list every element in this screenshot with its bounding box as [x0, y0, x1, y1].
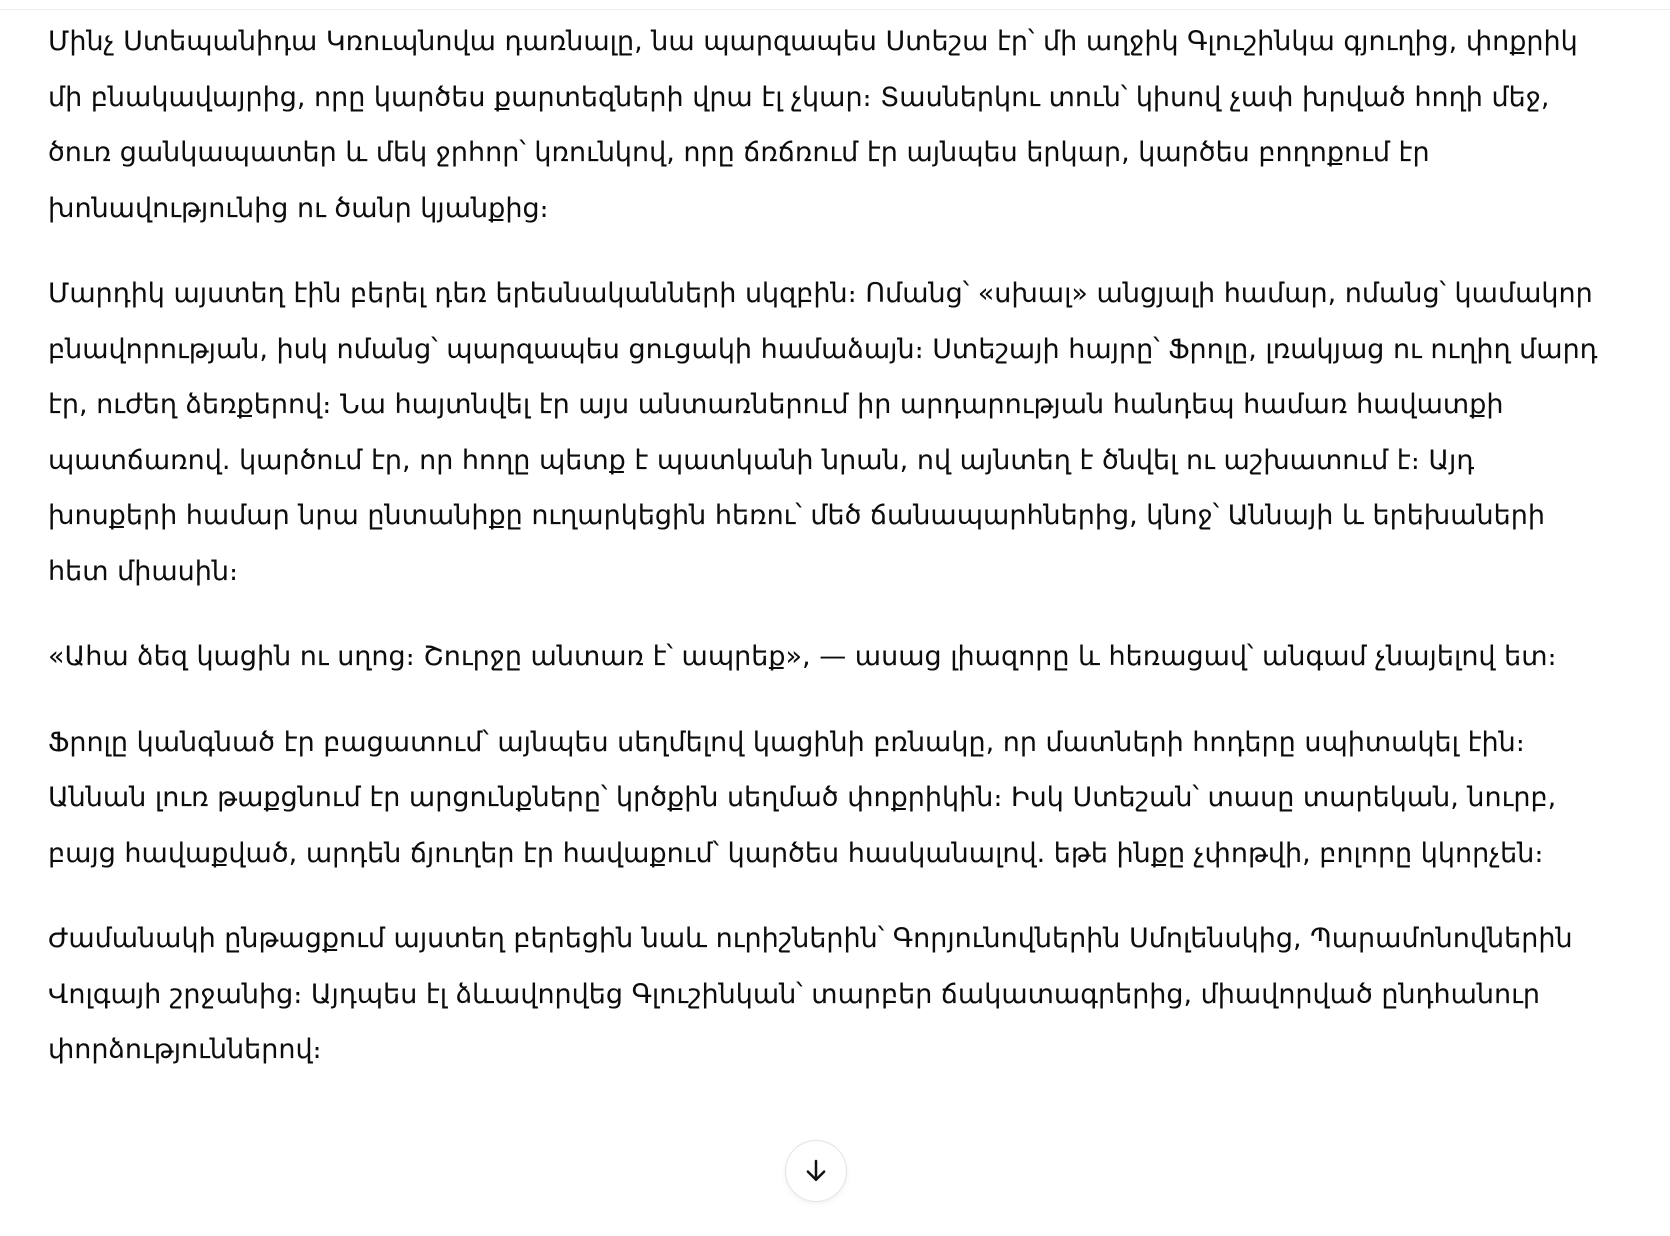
paragraph-5: Ժամանակի ընթացքում այստեղ բերեցին նաև ուրիշներին՝ Գորյունովներին Սմոլենսկից, Պարամոնովներին Վոլգայի շրջանից։ Այդպես էլ ձևավորվեց Գլուշինկան՝ տարբեր ճակատագրերից, միավորված ընդհանուր փորձություններով։	[48, 923, 1573, 1065]
arrow-down-icon	[801, 1156, 831, 1186]
scroll-to-bottom-button[interactable]	[785, 1140, 847, 1202]
article-body	[48, 14, 1608, 1108]
paragraph-1: Մինչ Ստեպանիդա Կռուպնովա դառնալը, նա պարզապես Ստեշա էր՝ մի աղջիկ Գլուշինկա գյուղից, փոքրիկ մի բնակավայրից, որը կարծես քարտեզների վրա էլ չկար։ Տասներկու տուն՝ կիսով չափ խրված հողի մեջ, ծուռ ցանկապատեր և մեկ ջրհոր՝ կռունկով, որը ճռճռում էր այնպես երկար, կարծես բողոքում էր խոնավությունից ու ծանր կյանքից։	[48, 26, 1578, 224]
paragraph-2: Մարդիկ այստեղ էին բերել դեռ երեսնականների սկզբին։ Ոմանց՝ «սխալ» անցյալի համար, ոմանց՝ կամակոր բնավորության, իսկ ոմանց՝ պարզապես ցուցակի համաձայն։ Ստեշայի հայրը՝ Ֆրոլը, լռակյաց ու ուղիղ մարդ էր, ուժեղ ձեռքերով։ Նա հայտնվել էր այս անտառներում իր արդարության հանդեպ համառ հավատքի պատճառով. կարծում էր, որ հողը պետք է պատկանի նրան, ով այնտեղ է ծնվել ու աշխատում է։ Այդ խոսքերի համար նրա ընտանիքը ուղարկեցին հեռու՝ մեծ ճանապարհներից, կնոջ՝ Աննայի և երեխաների հետ միասին։	[48, 278, 1598, 587]
top-divider	[0, 0, 1670, 10]
paragraph-4: Ֆրոլը կանգնած էր բացատում՝ այնպես սեղմելով կացինի բռնակը, որ մատների հոդերը սպիտակել էին։ Աննան լուռ թաքցնում էր արցունքները՝ կրծքին սեղմած փոքրիկին։ Իսկ Ստեշան՝ տասը տարեկան, նուրբ, բայց հավաքված, արդեն ճյուղեր էր հավաքում՝ կարծես հասկանալով. եթե ինքը չփոթվի, բոլորը կկորչեն։	[48, 726, 1557, 869]
paragraph-3: «Ահա ձեզ կացին ու սղոց։ Շուրջը անտառ է՝ ապրեք», — ասաց լիազորը և հեռացավ՝ անգամ չնայելով ետ։	[48, 641, 1557, 672]
